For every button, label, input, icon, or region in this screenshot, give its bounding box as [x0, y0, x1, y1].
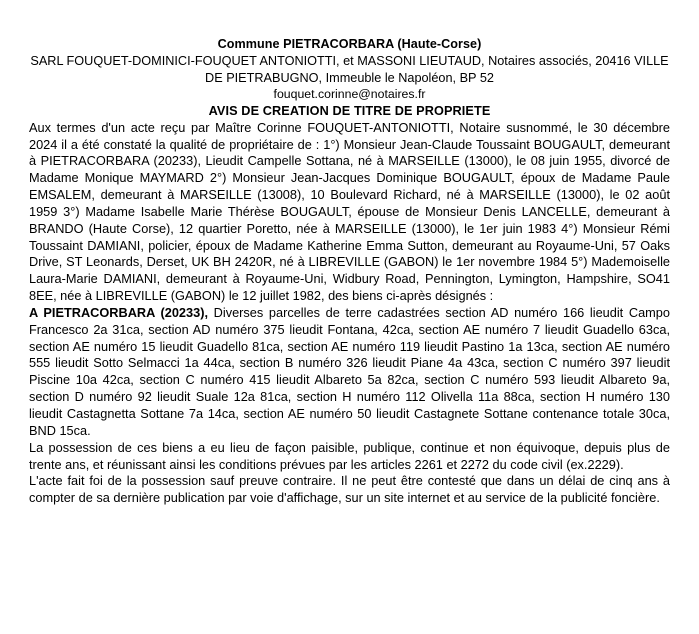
paragraph-possession: La possession de ces biens a eu lieu de façon paisible, publique, continue et non équivoque, depuis plus de trente ans, et réunissant ainsi les conditions prévues par les articles 2261 et 2272 du code civil (ex.2229).: [29, 439, 670, 472]
paragraph-parcels: [29, 305, 670, 440]
commune-title: Commune PIETRACORBARA (Haute-Corse): [217, 37, 482, 51]
notice-title: AVIS DE CREATION DE TITRE DE PROPRIETE: [208, 103, 491, 118]
notary-firm-address: SARL FOUQUET-DOMINICI-FOUQUET ANTONIOTTI, et MASSONI LIEUTAUD, Notaires associés, 20416 VILLE DE PIETRABUGNO, Immeuble le Napoléon, BP 52: [30, 54, 669, 85]
document-body: [29, 36, 670, 507]
parcels-description: Diverses parcelles de terre cadastrées section AD numéro 166 lieudit Campo Francesco 2a 31ca, section AD numéro 375 lieudit Fontana, 42ca, section AE numéro 7 lieudit Guadello 63ca, section AE numéro 15 lieudit Guadello 81ca, section AE numéro 119 lieudit Pastino 1a 13ca, section AE numéro 555 lieudit Sotto Selmacci 1a 44ca, section B numéro 326 lieudit Piane 4a 43ca, section C numéro 397 lieudit Piscine 10a 42ca, section C numéro 415 lieudit Albareto 5a 82ca, section C numéro 593 lieudit Albareto 9a, section D numéro 92 lieudit Suale 12a 81ca, section H numéro 112 Olivella 11a 88ca, section H numéro 130 lieudit Castagnetta Sottane 7a 14ca, section AE numéro 50 lieudit Castagnete Sottane contenance totale 30ca, BND 15ca.: [29, 304, 670, 438]
notary-email: fouquet.corinne@notaires.fr: [273, 87, 426, 102]
parcels-location-lead: A PIETRACORBARA (20233),: [29, 304, 208, 320]
paragraph-contestation: L'acte fait foi de la possession sauf preuve contraire. Il ne peut être contesté que dans un délai de cinq ans à compter de sa dernière publication par voie d'affichage, sur un site internet et au service de la publicité foncière.: [29, 473, 670, 506]
paragraph-owners: Aux termes d'un acte reçu par Maître Corinne FOUQUET-ANTONIOTTI, Notaire susnommé, le 30 décembre 2024 il a été constaté la qualité de propriétaire de : 1°) Monsieur Jean-Claude Toussaint BOUGAULT, demeurant à PIETRACORBARA (20233), Lieudit Campelle Sottana, né à MARSEILLE (13000), le 08 juin 1955, divorcé de Madame Monique MAYMARD 2°) Monsieur Jean-Jacques Dominique BOUGAULT, époux de Madame Paule EMSALEM, demeurant à MARSEILLE (13008), 10 Boulevard Richard, né à MARSEILLE (13000), le 02 août 1959 3°) Madame Isabelle Marie Thérèse BOUGAULT, épouse de Monsieur Denis LANCELLE, demeurant à BRANDO (Haute Corse), 12 quartier Poretto, née à MARSEILLE (13000), le 1er juin 1983 4°) Monsieur Rémi Toussaint DAMIANI, policier, époux de Madame Katherine Emma Sutton, demeurant au Royaume-Uni, 57 Oaks Drive, ST Leonards, Derset, UK BH 2420R, né à LIBREVILLE (GABON) le 1er novembre 1984 5°) Mademoiselle Laura-Marie DAMIANI, demeurant à Royaume-Uni, Widbury Road, Pennington, Lymington, Hampshire, SO41 8EE, née à LIBREVILLE (GABON) le 12 juillet 1982, des biens ci-après désignés :: [29, 119, 670, 304]
